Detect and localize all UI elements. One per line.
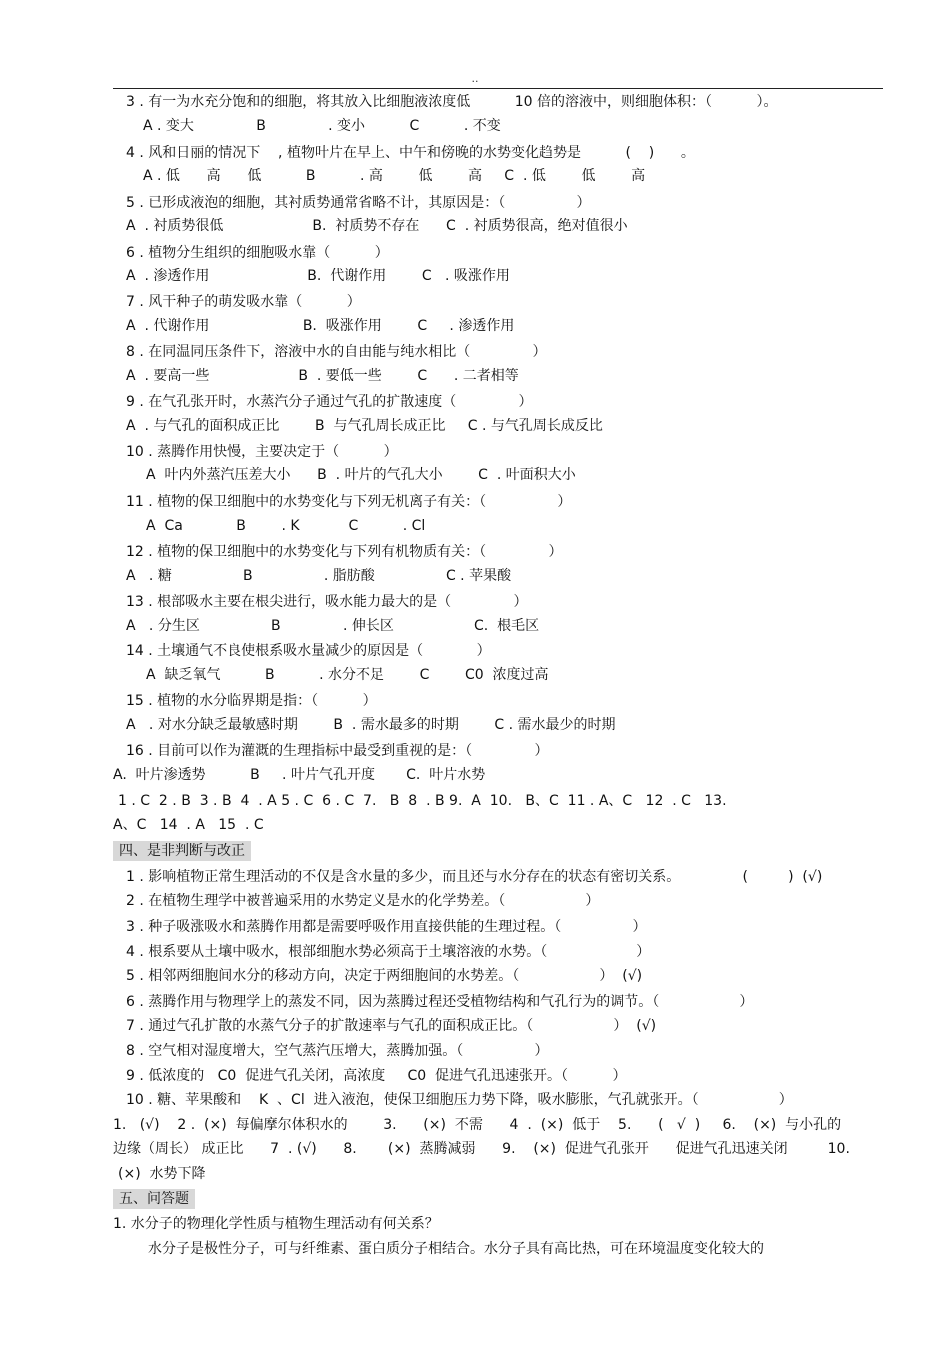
q15-text: 15 . 植物的水分临界期是指：（ ） bbox=[126, 693, 377, 709]
q12-options: A . 糖 B . 脂肪酸 C . 苹果酸 bbox=[126, 568, 512, 584]
qa1-answer: 水分子是极性分子，可与纤维素、蛋白质分子相结合。水分子具有高比热，可在环境温度变化较大的 bbox=[148, 1241, 764, 1257]
tf-answers-line-1: 1. (√) 2 . (×) 每偏摩尔体积水的 3. (×) 不需 4 . (×) 低于 5. ( √ ) 6. (×) 与小孔的 bbox=[113, 1117, 842, 1133]
q5-options: A . 衬质势很低 B. 衬质势不存在 C . 衬质势很高，绝对值很小 bbox=[126, 218, 628, 234]
q3-options: A . 变大 B . 变小 C . 不变 bbox=[143, 118, 501, 134]
q5-text: 5 . 已形成液泡的细胞，其衬质势通常省略不计，其原因是：（ ） bbox=[126, 195, 591, 211]
tf-answers-line-2: 边缘（周长） 成正比 7 . (√) 8. (×) 蒸腾减弱 9. (×) 促进气孔张开 促进气孔迅速关闭 10. bbox=[113, 1141, 850, 1157]
answers-line-2: A、C 14 . A 15 . C bbox=[113, 817, 264, 833]
q4-options: A . 低 高 低 B . 高 低 高 C . 低 低 高 bbox=[143, 168, 646, 184]
q6-options: A . 渗透作用 B. 代谢作用 C . 吸涨作用 bbox=[126, 268, 510, 284]
q8-text: 8 . 在同温同压条件下，溶液中水的自由能与纯水相比（ ） bbox=[126, 344, 547, 360]
q16-text: 16 . 目前可以作为灌溉的生理指标中最受到重视的是：（ ） bbox=[126, 743, 549, 759]
header-rule bbox=[113, 88, 883, 89]
section-4-heading: 四、是非判断与改正 bbox=[113, 841, 251, 861]
qa1-question: 1. 水分子的物理化学性质与植物生理活动有何关系？ bbox=[113, 1216, 439, 1232]
tf9-text: 9 . 低浓度的 C0 促进气孔关闭，高浓度 C0 促进气孔迅速张开。（ ） bbox=[126, 1068, 627, 1084]
tf8-text: 8 . 空气相对湿度增大，空气蒸汽压增大，蒸腾加强。（ ） bbox=[126, 1043, 549, 1059]
tf-answers-line-3: (×) 水势下降 bbox=[118, 1166, 206, 1182]
q6-text: 6 . 植物分生组织的细胞吸水靠（ ） bbox=[126, 245, 389, 261]
tf5-text: 5 . 相邻两细胞间水分的移动方向，决定于两细胞间的水势差。（ ） (√) bbox=[126, 968, 643, 984]
page-header-mark: .. bbox=[471, 72, 479, 85]
q12-text: 12 . 植物的保卫细胞中的水势变化与下列有机物质有关：（ ） bbox=[126, 544, 563, 560]
q13-text: 13 . 根部吸水主要在根尖进行，吸水能力最大的是（ ） bbox=[126, 594, 528, 610]
q14-text: 14 . 土壤通气不良使根系吸水量减少的原因是（ ） bbox=[126, 643, 491, 659]
tf7-text: 7 . 通过气孔扩散的水蒸气分子的扩散速率与气孔的面积成正比。（ ） (√) bbox=[126, 1018, 657, 1034]
q3-text: 3 . 有一为水充分饱和的细胞，将其放入比细胞液浓度低 10 倍的溶液中，则细胞体积：（ ）。 bbox=[126, 94, 778, 110]
tf10-text: 10 . 糖、苹果酸和 K 、Cl 进入液泡，使保卫细胞压力势下降，吸水膨胀，气孔就张开。（ ） bbox=[126, 1092, 793, 1108]
tf2-text: 2 . 在植物生理学中被普遍采用的水势定义是水的化学势差。（ ） bbox=[126, 893, 600, 909]
q4-text: 4 . 风和日丽的情况下 , 植物叶片在早上、中午和傍晚的水势变化趋势是 ( ) 。 bbox=[126, 145, 695, 161]
q8-options: A . 要高一些 B . 要低一些 C . 二者相等 bbox=[126, 368, 519, 384]
section-5-heading: 五、问答题 bbox=[113, 1189, 195, 1209]
q11-text: 11 . 植物的保卫细胞中的水势变化与下列无机离子有关：（ ） bbox=[126, 494, 572, 510]
q13-options: A . 分生区 B . 伸长区 C. 根毛区 bbox=[126, 618, 540, 634]
q16-options: A. 叶片渗透势 B . 叶片气孔开度 C. 叶片水势 bbox=[113, 767, 486, 783]
q7-text: 7 . 风干种子的萌发吸水靠（ ） bbox=[126, 294, 361, 310]
q10-options: A 叶内外蒸汽压差大小 B . 叶片的气孔大小 C . 叶面积大小 bbox=[146, 467, 576, 483]
q9-options: A . 与气孔的面积成正比 B 与气孔周长成正比 C . 与气孔周长成反比 bbox=[126, 418, 603, 434]
q9-text: 9 . 在气孔张开时，水蒸汽分子通过气孔的扩散速度（ ） bbox=[126, 394, 533, 410]
q10-text: 10 . 蒸腾作用快慢，主要决定于（ ） bbox=[126, 444, 398, 460]
q7-options: A . 代谢作用 B. 吸涨作用 C . 渗透作用 bbox=[126, 318, 515, 334]
q14-options: A 缺乏氧气 B . 水分不足 C C0 浓度过高 bbox=[146, 667, 549, 683]
q11-options: A Ca B . K C . Cl bbox=[146, 518, 426, 534]
tf6-text: 6 . 蒸腾作用与物理学上的蒸发不同，因为蒸腾过程还受植物结构和气孔行为的调节。（ ） bbox=[126, 994, 754, 1010]
q15-options: A . 对水分缺乏最敏感时期 B . 需水最多的时期 C . 需水最少的时期 bbox=[126, 717, 616, 733]
tf1-text: 1 . 影响植物正常生理活动的不仅是含水量的多少，而且还与水分存在的状态有密切关系。 ( ) (√) bbox=[126, 869, 823, 885]
answers-line-1: 1 . C 2 . B 3 . B 4 . A 5 . C 6 . C 7. B 8 . B 9. A 10. B、C 11 . A、C 12 . C 13. bbox=[118, 793, 727, 809]
tf3-text: 3 . 种子吸涨吸水和蒸腾作用都是需要呼吸作用直接供能的生理过程。（ ） bbox=[126, 919, 647, 935]
tf4-text: 4 . 根系要从土壤中吸水，根部细胞水势必须高于土壤溶液的水势。（ ） bbox=[126, 944, 651, 960]
